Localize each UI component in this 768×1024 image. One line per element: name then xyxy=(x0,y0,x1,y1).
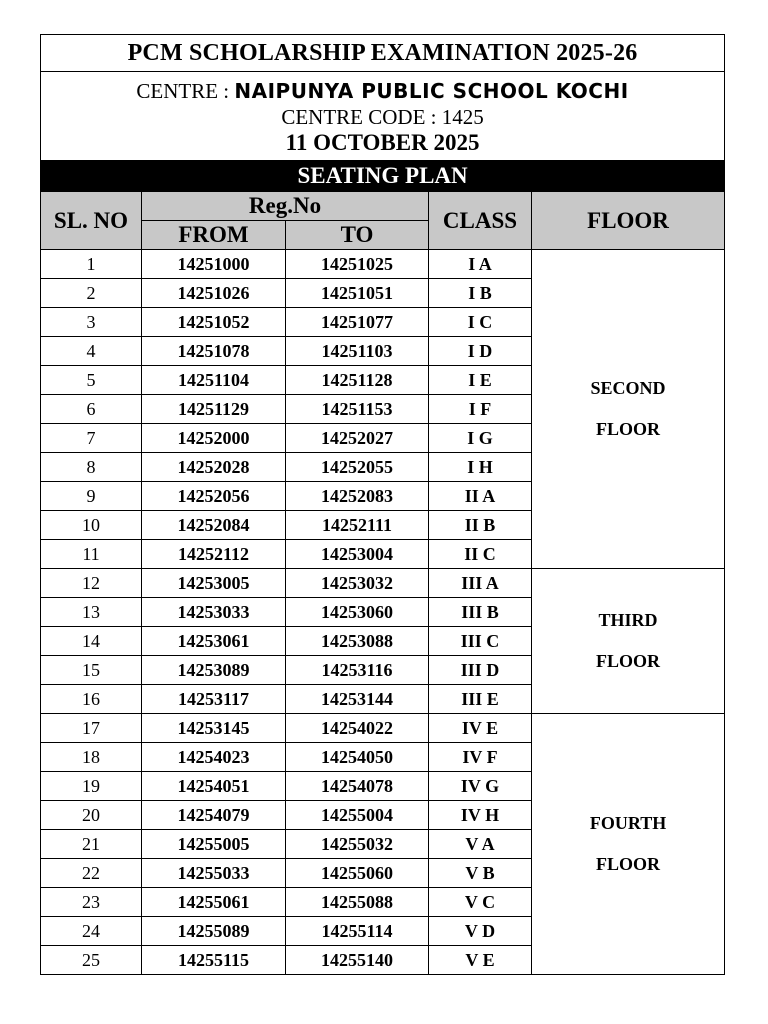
floor-cell xyxy=(532,569,725,714)
reg-from-cell: 14251078 xyxy=(142,337,286,366)
class-cell: V E xyxy=(429,946,532,975)
reg-from-cell: 14251104 xyxy=(142,366,286,395)
class-cell: III A xyxy=(429,569,532,598)
sl-no-cell: 8 xyxy=(41,453,142,482)
class-cell: I E xyxy=(429,366,532,395)
reg-from-cell: 14252112 xyxy=(142,540,286,569)
reg-to-cell: 14251153 xyxy=(286,395,429,424)
reg-from-cell: 14251129 xyxy=(142,395,286,424)
class-cell: III E xyxy=(429,685,532,714)
reg-to-cell: 14254078 xyxy=(286,772,429,801)
sl-no-cell: 19 xyxy=(41,772,142,801)
class-cell: I H xyxy=(429,453,532,482)
reg-from-cell: 14255115 xyxy=(142,946,286,975)
reg-to-cell: 14251025 xyxy=(286,250,429,279)
column-header-to: TO xyxy=(286,221,429,250)
column-header-from: FROM xyxy=(142,221,286,250)
sl-no-cell: 6 xyxy=(41,395,142,424)
centre-code: CENTRE CODE : 1425 xyxy=(281,105,484,129)
reg-to-cell: 14251103 xyxy=(286,337,429,366)
reg-from-cell: 14252084 xyxy=(142,511,286,540)
class-cell: III B xyxy=(429,598,532,627)
reg-to-cell: 14255004 xyxy=(286,801,429,830)
reg-to-cell: 14253144 xyxy=(286,685,429,714)
reg-from-cell: 14251026 xyxy=(142,279,286,308)
sl-no-cell: 11 xyxy=(41,540,142,569)
sl-no-cell: 2 xyxy=(41,279,142,308)
sl-no-cell: 18 xyxy=(41,743,142,772)
reg-from-cell: 14253061 xyxy=(142,627,286,656)
column-header-reg-no: Reg.No xyxy=(142,192,429,221)
table-row xyxy=(41,250,725,279)
sl-no-cell: 22 xyxy=(41,859,142,888)
sl-no-cell: 4 xyxy=(41,337,142,366)
floor-name: THIRD xyxy=(598,610,658,630)
reg-from-cell: 14253033 xyxy=(142,598,286,627)
class-cell: II C xyxy=(429,540,532,569)
class-cell: III C xyxy=(429,627,532,656)
sl-no-cell: 3 xyxy=(41,308,142,337)
reg-to-cell: 14253032 xyxy=(286,569,429,598)
floor-name: FOURTH xyxy=(589,813,667,833)
column-header-class: CLASS xyxy=(429,192,532,250)
sl-no-cell: 14 xyxy=(41,627,142,656)
reg-to-cell: 14254050 xyxy=(286,743,429,772)
class-cell: I B xyxy=(429,279,532,308)
centre-label: CENTRE : xyxy=(136,79,235,103)
sl-no-cell: 21 xyxy=(41,830,142,859)
reg-from-cell: 14251052 xyxy=(142,308,286,337)
reg-from-cell: 14254023 xyxy=(142,743,286,772)
reg-to-cell: 14252055 xyxy=(286,453,429,482)
reg-from-cell: 14252028 xyxy=(142,453,286,482)
floor-cell xyxy=(532,250,725,569)
reg-from-cell: 14254079 xyxy=(142,801,286,830)
reg-to-cell: 14254022 xyxy=(286,714,429,743)
class-cell: IV H xyxy=(429,801,532,830)
class-cell: I D xyxy=(429,337,532,366)
floor-word: FLOOR xyxy=(596,854,661,874)
class-cell: IV F xyxy=(429,743,532,772)
sl-no-cell: 24 xyxy=(41,917,142,946)
sl-no-cell: 16 xyxy=(41,685,142,714)
column-header-sl-no: SL. NO xyxy=(41,192,142,250)
sl-no-cell: 17 xyxy=(41,714,142,743)
table-row xyxy=(41,714,725,743)
reg-from-cell: 14253089 xyxy=(142,656,286,685)
section-title: SEATING PLAN xyxy=(41,161,725,192)
reg-to-cell: 14255140 xyxy=(286,946,429,975)
seating-plan-table xyxy=(40,34,725,975)
table-row xyxy=(41,569,725,598)
class-cell: V C xyxy=(429,888,532,917)
sl-no-cell: 25 xyxy=(41,946,142,975)
sl-no-cell: 23 xyxy=(41,888,142,917)
floor-name: SECOND xyxy=(590,378,666,398)
reg-to-cell: 14253004 xyxy=(286,540,429,569)
class-cell: II A xyxy=(429,482,532,511)
reg-to-cell: 14252083 xyxy=(286,482,429,511)
reg-from-cell: 14253005 xyxy=(142,569,286,598)
class-cell: V A xyxy=(429,830,532,859)
reg-to-cell: 14253060 xyxy=(286,598,429,627)
reg-from-cell: 14255033 xyxy=(142,859,286,888)
reg-to-cell: 14255114 xyxy=(286,917,429,946)
class-cell: I F xyxy=(429,395,532,424)
reg-from-cell: 14255089 xyxy=(142,917,286,946)
exam-date: 11 OCTOBER 2025 xyxy=(285,130,480,155)
class-cell: I C xyxy=(429,308,532,337)
reg-from-cell: 14255005 xyxy=(142,830,286,859)
sl-no-cell: 7 xyxy=(41,424,142,453)
reg-to-cell: 14251051 xyxy=(286,279,429,308)
class-cell: I G xyxy=(429,424,532,453)
centre-name: NAIPUNYA PUBLIC SCHOOL KOCHI xyxy=(234,79,629,103)
class-cell: III D xyxy=(429,656,532,685)
sl-no-cell: 20 xyxy=(41,801,142,830)
reg-to-cell: 14255032 xyxy=(286,830,429,859)
reg-to-cell: 14251077 xyxy=(286,308,429,337)
class-cell: IV G xyxy=(429,772,532,801)
reg-from-cell: 14255061 xyxy=(142,888,286,917)
reg-to-cell: 14255088 xyxy=(286,888,429,917)
floor-cell xyxy=(532,714,725,975)
reg-to-cell: 14255060 xyxy=(286,859,429,888)
sl-no-cell: 10 xyxy=(41,511,142,540)
reg-from-cell: 14254051 xyxy=(142,772,286,801)
reg-from-cell: 14252056 xyxy=(142,482,286,511)
centre-line xyxy=(41,76,724,104)
floor-word: FLOOR xyxy=(596,419,661,439)
class-cell: IV E xyxy=(429,714,532,743)
exam-title: PCM SCHOLARSHIP EXAMINATION 2025-26 xyxy=(41,35,725,72)
reg-from-cell: 14251000 xyxy=(142,250,286,279)
floor-word: FLOOR xyxy=(596,651,661,671)
reg-to-cell: 14252027 xyxy=(286,424,429,453)
class-cell: II B xyxy=(429,511,532,540)
reg-from-cell: 14253117 xyxy=(142,685,286,714)
column-header-floor: FLOOR xyxy=(532,192,725,250)
sl-no-cell: 9 xyxy=(41,482,142,511)
reg-to-cell: 14253116 xyxy=(286,656,429,685)
sl-no-cell: 12 xyxy=(41,569,142,598)
class-cell: V D xyxy=(429,917,532,946)
sl-no-cell: 13 xyxy=(41,598,142,627)
reg-to-cell: 14251128 xyxy=(286,366,429,395)
class-cell: V B xyxy=(429,859,532,888)
sl-no-cell: 5 xyxy=(41,366,142,395)
reg-to-cell: 14252111 xyxy=(286,511,429,540)
class-cell: I A xyxy=(429,250,532,279)
reg-from-cell: 14253145 xyxy=(142,714,286,743)
reg-to-cell: 14253088 xyxy=(286,627,429,656)
sl-no-cell: 15 xyxy=(41,656,142,685)
centre-info xyxy=(41,72,725,161)
sl-no-cell: 1 xyxy=(41,250,142,279)
reg-from-cell: 14252000 xyxy=(142,424,286,453)
